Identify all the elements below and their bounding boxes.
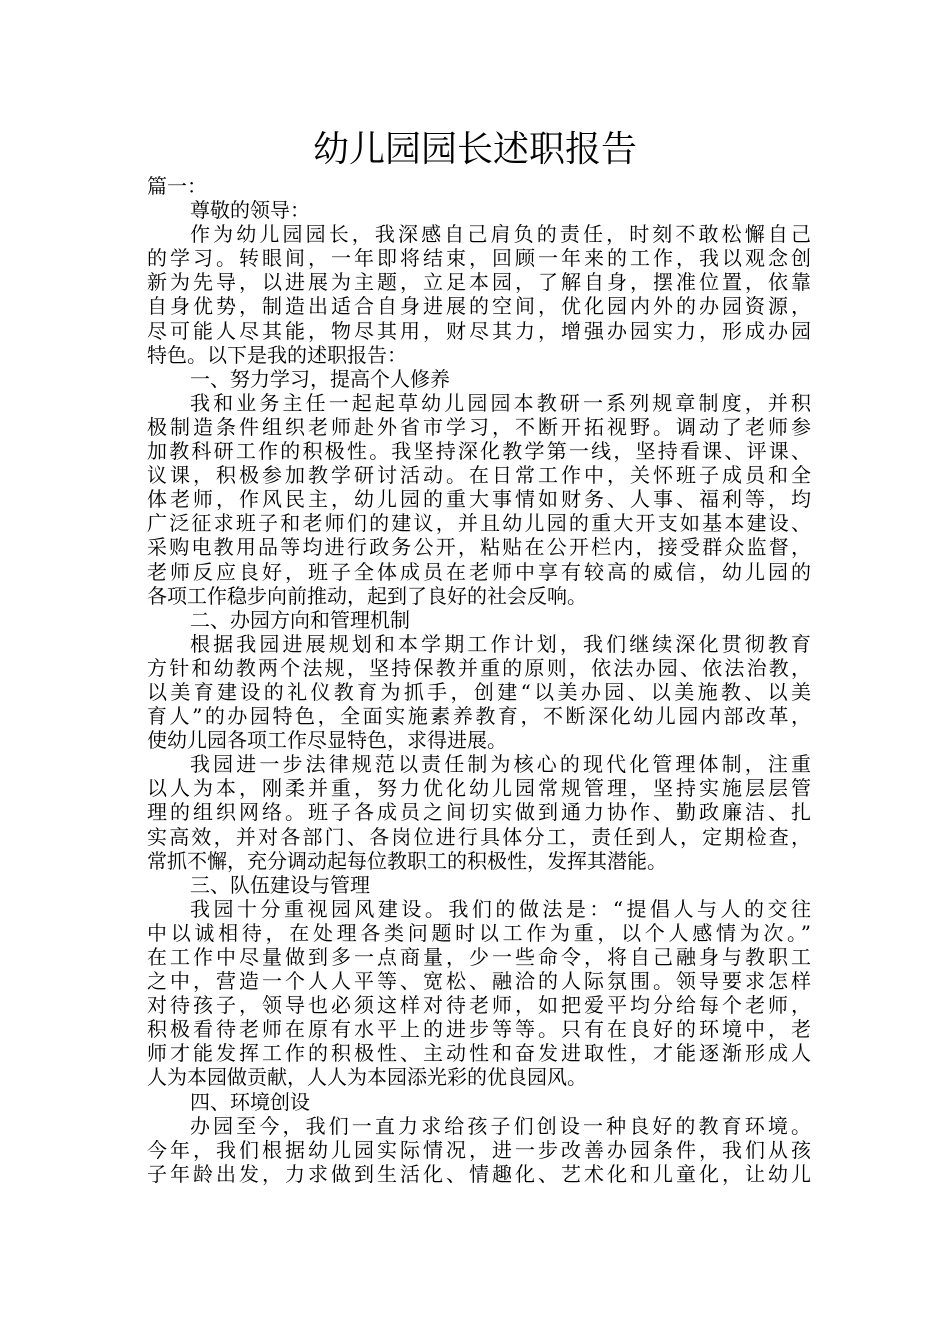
text-line: 办园至今，我们一直力求给孩子们创设一种良好的教育环境。: [190, 1113, 811, 1138]
text-line: 之中，营造一个人人平等、宽松、融洽的人际氛围。领导要求怎样: [147, 969, 811, 994]
text-line: 体老师，作风民主，幼儿园的重大事情如财务、人事、福利等，均: [147, 487, 811, 512]
text-line: 育人”的办园特色，全面实施素养教育，不断深化幼儿园内部改革，: [147, 704, 811, 729]
text-line: 对待孩子，领导也必须这样对待老师，如把爱平均分给每个老师，: [147, 993, 811, 1018]
text-line: 二、办园方向和管理机制: [190, 607, 410, 632]
text-line: 极制造条件组织老师赴外省市学习，不断开拓视野。调动了老师参: [147, 414, 811, 439]
text-line: 老师反应良好，班子全体成员在老师中享有较高的威信，幼儿园的: [147, 559, 811, 584]
text-line: 方针和幼教两个法规，坚持保教并重的原则，依法办园、依法治教，: [147, 655, 811, 680]
text-line: 新为先导，以进展为主题，立足本园，了解自身，摆准位置，依靠: [147, 270, 811, 295]
text-line: 加教科研工作的积极性。我坚持深化教学第一线，坚持看课、评课、: [147, 439, 811, 464]
text-line: 在工作中尽量做到多一点商量，少一些命令，将自己融身与教职工: [147, 945, 811, 969]
text-line: 我和业务主任一起起草幼儿园园本教研一系列规章制度，并积: [190, 390, 811, 415]
text-line: 的学习。转眼间，一年即将结束，回顾一年来的工作，我以观念创: [147, 246, 811, 271]
text-line: 采购电教用品等均进行政务公开，粘贴在公开栏内，接受群众监督，: [147, 535, 811, 560]
text-line: 四、环境创设: [190, 1089, 310, 1114]
text-line: 我园十分重视园风建设。我们的做法是：“提倡人与人的交往: [190, 896, 811, 921]
document-body: [147, 174, 811, 1186]
text-line: 使幼儿园各项工作尽显特色，求得进展。: [147, 728, 507, 753]
text-line: 以人为本，刚柔并重，努力优化幼儿园常规管理，坚持实施层层管: [147, 776, 811, 801]
text-line: 子年龄出发，力求做到生活化、情趣化、艺术化和儿童化，让幼儿: [147, 1161, 811, 1186]
text-line: 常抓不懈，充分调动起每位教职工的积极性，发挥其潜能。: [147, 848, 667, 873]
text-line: 自身优势，制造出适合自身进展的空间，优化园内外的办园资源，: [147, 294, 811, 319]
text-line: 我园进一步法律规范以责任制为核心的现代化管理体制，注重: [190, 752, 811, 777]
text-line: 积极看待老师在原有水平上的进步等等。只有在良好的环境中，老: [147, 1017, 811, 1042]
text-line: 议课，积极参加教学研讨活动。在日常工作中，关怀班子成员和全: [147, 463, 811, 488]
text-line: 特色。以下是我的述职报告：: [147, 342, 407, 367]
text-line: 以美育建设的礼仪教育为抓手，创建“以美办园、以美施教、以美: [147, 679, 811, 704]
text-line: 三、队伍建设与管理: [190, 872, 370, 897]
text-line: 实高效，并对各部门、各岗位进行具体分工，责任到人，定期检查，: [147, 824, 811, 849]
text-line: 尽可能人尽其能，物尽其用，财尽其力，增强办园实力，形成办园: [147, 318, 811, 343]
text-line: 人为本园做贡献，人人为本园添光彩的优良园风。: [147, 1065, 587, 1090]
text-line: 篇一：: [147, 174, 207, 198]
text-line: 一、努力学习，提高个人修养: [190, 366, 450, 391]
text-line: 中以诚相待，在处理各类问题时以工作为重，以个人感情为次。”: [147, 920, 811, 945]
text-line: 理的组织网络。班子各成员之间切实做到通力协作、勤政廉洁、扎: [147, 800, 811, 825]
text-line: 今年，我们根据幼儿园实际情况，进一步改善办园条件，我们从孩: [147, 1137, 811, 1162]
document-title: 幼儿园园长述职报告: [312, 129, 637, 170]
text-line: 广泛征求班子和老师们的建议，并且幼儿园的重大开支如基本建设、: [147, 511, 811, 536]
text-line: 各项工作稳步向前推动，起到了良好的社会反响。: [147, 583, 587, 608]
text-line: 作为幼儿园园长，我深感自己肩负的责任，时刻不敢松懈自己: [190, 222, 811, 247]
text-line: 根据我园进展规划和本学期工作计划，我们继续深化贯彻教育: [190, 631, 811, 656]
text-line: 尊敬的领导：: [190, 198, 310, 223]
text-line: 师才能发挥工作的积极性、主动性和奋发进取性，才能逐渐形成人: [147, 1041, 811, 1066]
